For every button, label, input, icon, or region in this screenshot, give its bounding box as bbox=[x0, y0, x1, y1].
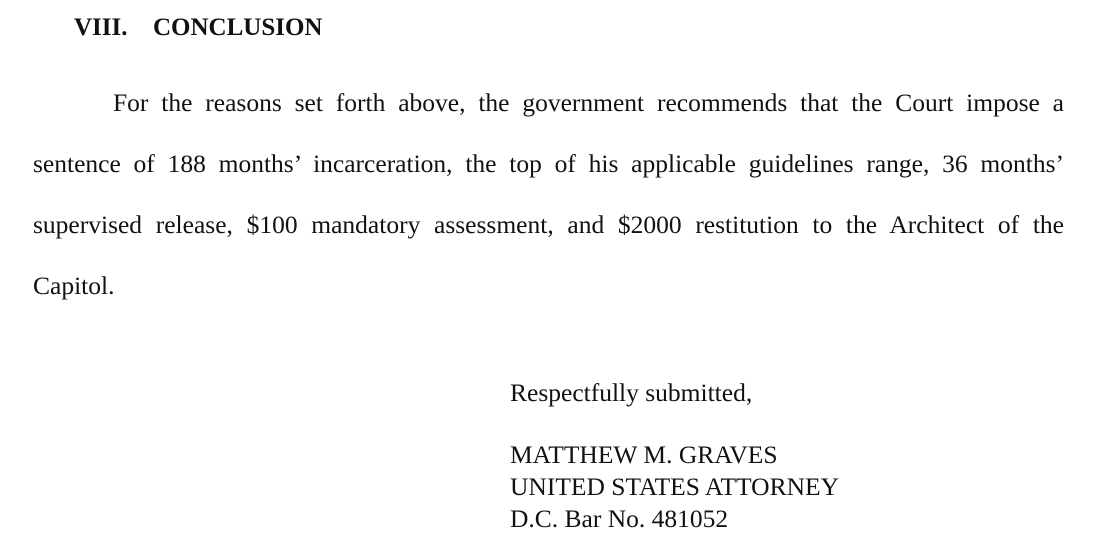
bar-number: D.C. Bar No. 481052 bbox=[510, 504, 729, 533]
section-title: CONCLUSION bbox=[153, 14, 323, 41]
section-number: VIII. bbox=[74, 14, 128, 41]
signer-title: UNITED STATES ATTORNEY bbox=[510, 472, 839, 501]
signer-name: MATTHEW M. GRAVES bbox=[510, 440, 778, 469]
closing-line: Respectfully submitted, bbox=[510, 378, 753, 407]
section-heading bbox=[74, 12, 322, 44]
conclusion-paragraph: For the reasons set forth above, the government recommends that the Court impose a sentence of 188 months’ incarceration, the top of his applicable guidelines range, 36 months’ supervised release, $100 mandatory assessment, and $2000 restitution to the Architect of the Capitol. bbox=[33, 88, 1064, 300]
signature-block bbox=[510, 377, 839, 535]
